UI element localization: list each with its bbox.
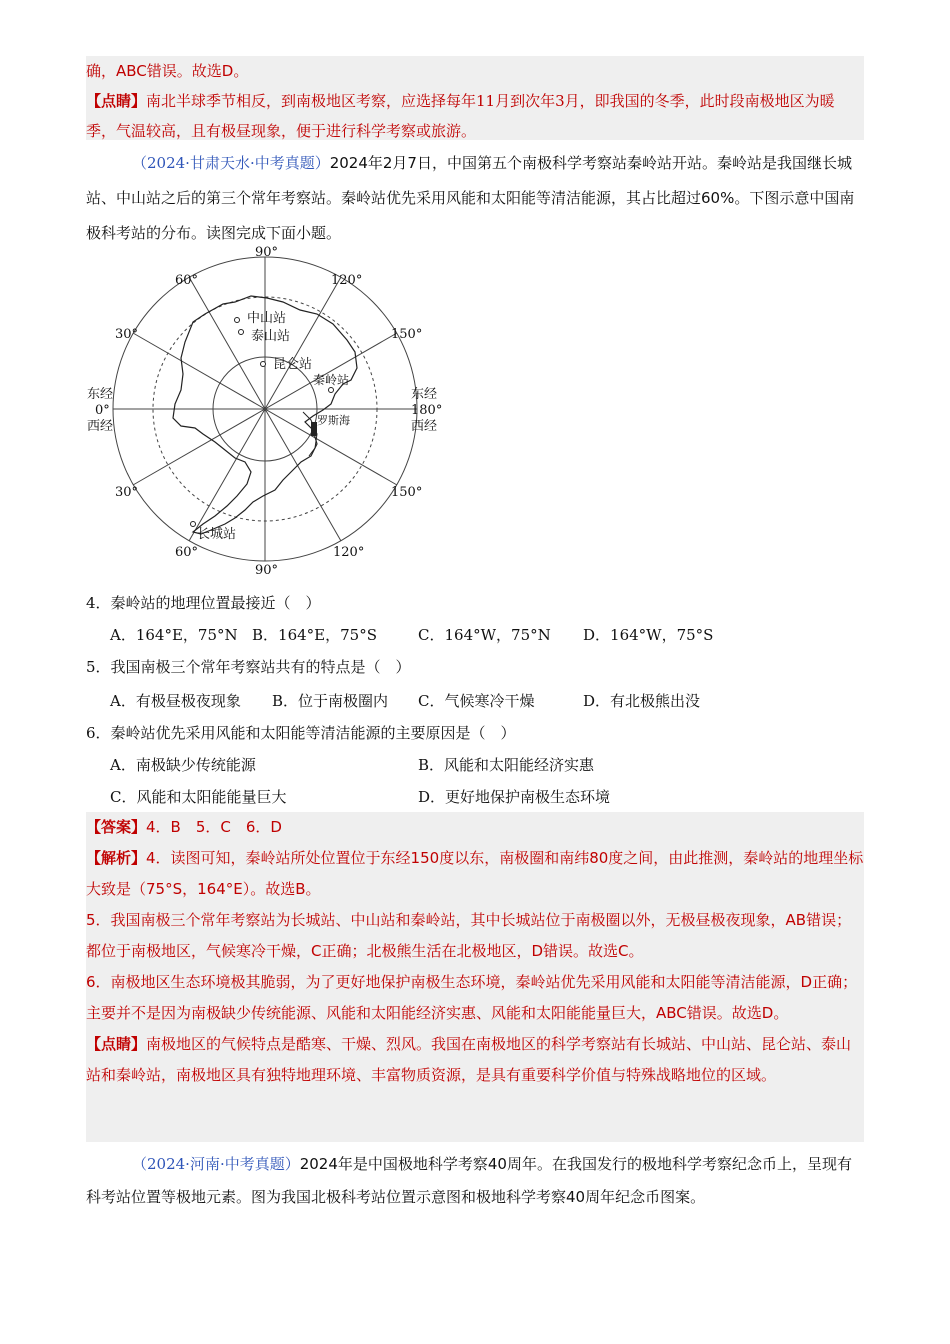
question-4-option-a[interactable]: A．164°E，75°N	[110, 626, 238, 644]
question-5-option-c[interactable]: C．气候寒冷干燥	[418, 692, 535, 710]
answer-line	[86, 812, 864, 843]
question-4-option-d[interactable]: D．164°W，75°S	[583, 626, 714, 644]
question-5-option-a[interactable]: A．有极昼极夜现象	[110, 692, 241, 710]
lon-label-120-bottom: 120°	[333, 545, 365, 560]
changcheng-station-label: 长城站	[197, 527, 237, 542]
lon-label-90-bottom: 90°	[255, 563, 279, 578]
taishan-station-marker	[239, 330, 244, 335]
west-label-right: 西经	[411, 419, 438, 434]
analysis-p1	[86, 843, 864, 905]
question-6-option-a[interactable]: A．南极缺少传统能源	[110, 756, 256, 774]
question-4-stem: 4．秦岭站的地理位置最接近（ ）	[86, 594, 321, 612]
kunlun-station-marker	[261, 362, 266, 367]
east-label-right: 东经	[411, 387, 438, 402]
lon-label-60-top: 60°	[175, 273, 199, 288]
question-5-option-b[interactable]: B．位于南极圈内	[272, 692, 389, 710]
analysis-p3: 6．南极地区生态环境极其脆弱，为了更好地保护南极生态环境，秦岭站优先采用风能和太阳能等清洁能源，D正确；主要并不是因为南极缺少传统能源、风能和太阳能经济实惠、风能和太阳能能量巨大，ABC错误。故选D。	[86, 973, 858, 1022]
tip2-text: 南极地区的气候特点是酷寒、干燥、烈风。我国在南极地区的科学考察站有长城站、中山站、昆仑站、泰山站和秦岭站，南极地区具有独特地理环境、丰富物质资源，是具有重要科学价值与特殊战略地位的区域。	[86, 1035, 852, 1084]
lon-label-150-bottom: 150°	[391, 485, 423, 500]
question-4-option-b[interactable]: B．164°E，75°S	[252, 626, 377, 644]
next-question-source: （2024·河南·中考真题）	[132, 1155, 300, 1173]
previous-analysis-block	[86, 56, 864, 140]
question-4-option-c[interactable]: C．164°W，75°N	[418, 626, 551, 644]
taishan-station-label: 泰山站	[251, 329, 291, 344]
analysis-label: 【解析】	[86, 849, 147, 867]
zhongshan-station-marker	[235, 318, 240, 323]
answer-text: 4．B 5．C 6．D	[146, 818, 282, 836]
qinling-station-marker	[329, 388, 334, 393]
lon-label-30-left: 30°	[115, 327, 139, 342]
question-5-option-d[interactable]: D．有北极熊出没	[583, 692, 701, 710]
question-6-option-c[interactable]: C．风能和太阳能能量巨大	[110, 788, 287, 806]
previous-tip	[86, 86, 864, 146]
east-label-left: 东经	[87, 387, 114, 402]
west-label-left: 西经	[87, 419, 114, 434]
next-question-text: 2024年是中国极地科学考察40周年。在我国发行的极地科学考察纪念币上，呈现有科考站位置等极地元素。图为我国北极科考站位置示意图和极地科学考察40周年纪念币图案。	[86, 1155, 852, 1206]
tip-text: 南北半球季节相反，到南极地区考察，应选择每年11月到次年3月，即我国的冬季，此时段南极地区为暖季，气温较高，且有极昼现象，便于进行科学考察或旅游。	[86, 92, 835, 140]
lon-label-120-top: 120°	[331, 273, 363, 288]
question-5-stem: 5．我国南极三个常年考察站共有的特点是（ ）	[86, 658, 411, 676]
next-question-intro	[86, 1148, 864, 1214]
question-source: （2024·甘肃天水·中考真题）	[132, 154, 330, 172]
previous-analysis-end: 确，ABC错误。故选D。	[86, 62, 249, 80]
tip2-label: 【点睛】	[86, 1035, 147, 1053]
question-6-option-d[interactable]: D．更好地保护南极生态环境	[418, 788, 611, 806]
qinling-station-label: 秦岭站	[313, 373, 350, 387]
analysis-p1-text: 4．读图可知，秦岭站所处位置位于东经150度以东，南极圈和南纬80度之间，由此推测，秦岭站的地理坐标大致是（75°S，164°E）。故选B。	[86, 849, 864, 898]
changcheng-station-marker	[191, 522, 196, 527]
zero-label: 0°	[95, 403, 110, 418]
lon-label-60-bottom: 60°	[175, 545, 199, 560]
antarctic-station-map	[85, 244, 445, 584]
tip-block	[86, 1029, 864, 1091]
question-intro-text: 2024年2月7日，中国第五个南极科学考察站秦岭站开站。秦岭站是我国继长城站、中山站之后的第三个常年考察站。秦岭站优先采用风能和太阳能等清洁能源，其占比超过60%。下图示意中国南极科考站的分布。读图完成下面小题。	[86, 154, 855, 242]
lon-label-150-right: 150°	[391, 327, 423, 342]
zhongshan-station-label: 中山站	[247, 311, 287, 326]
question-intro	[86, 146, 864, 251]
lon-label-30-bottom: 30°	[115, 485, 139, 500]
lon-label-90-top: 90°	[255, 245, 279, 260]
tip-label: 【点睛】	[86, 92, 147, 110]
answer-label: 【答案】	[86, 818, 147, 836]
lon-180-label: 180°	[411, 403, 443, 418]
question-6-option-b[interactable]: B．风能和太阳能经济实惠	[418, 756, 595, 774]
ross-sea-label: 罗斯海	[317, 414, 350, 427]
question-6-stem: 6．秦岭站优先采用风能和太阳能等清洁能源的主要原因是（ ）	[86, 724, 516, 742]
kunlun-station-label: 昆仑站	[273, 357, 313, 372]
answer-analysis-block	[86, 812, 864, 1142]
analysis-p2: 5．我国南极三个常年考察站为长城站、中山站和秦岭站，其中长城站位于南极圈以外，无极昼极夜现象，AB错误；都位于南极地区，气候寒冷干燥，C正确；北极熊生活在北极地区，D错误。故选C。	[86, 911, 852, 960]
